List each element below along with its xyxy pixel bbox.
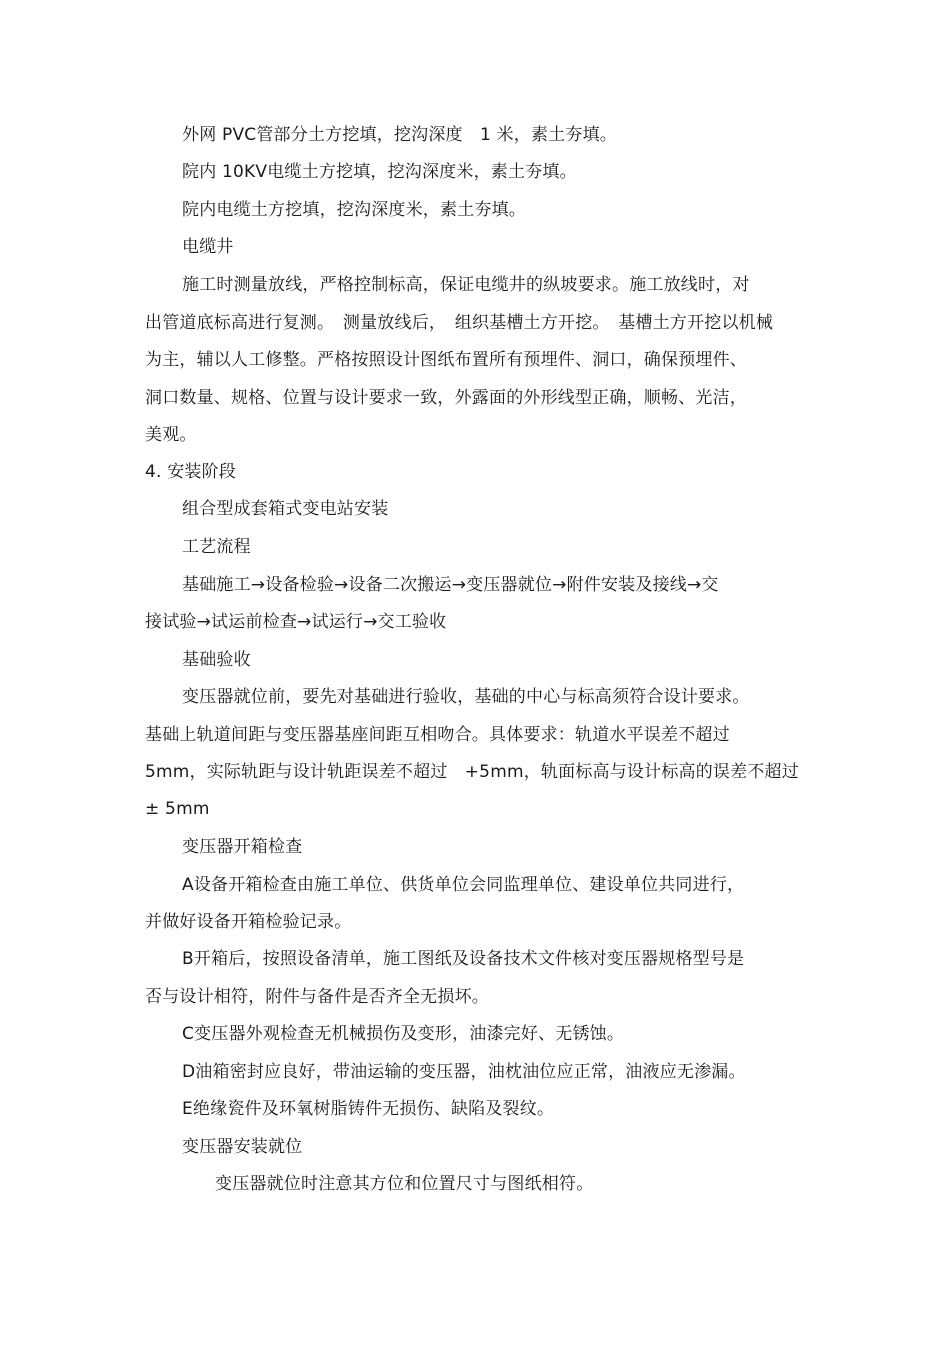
paragraph-line: 施工时测量放线，严格控制标高，保证电缆井的纵坡要求。施工放线时，对 [182,275,750,295]
section-heading: 电缆井 [182,237,234,257]
section-heading: 变压器开箱检查 [182,837,303,857]
paragraph-line: 5mm，实际轨距与设计轨距误差不超过 +5mm，轨面标高与设计标高的误差不超过 [145,762,799,782]
paragraph-line: 基础上轨道间距与变压器基座间距互相吻合。具体要求：轨道水平误差不超过 [145,725,730,745]
paragraph-line: 为主，辅以人工修整。严格按照设计图纸布置所有预埋件、洞口，确保预埋件、 [145,350,747,370]
paragraph-line: A设备开箱检查由施工单位、供货单位会同监理单位、建设单位共同进行， [182,875,745,895]
paragraph-line: B开箱后，按照设备清单，施工图纸及设备技术文件核对变压器规格型号是 [182,949,745,969]
paragraph-line: E绝缘瓷件及环氧树脂铸件无损伤、缺陷及裂纹。 [182,1099,555,1119]
paragraph-line: 变压器就位时注意其方位和位置尺寸与图纸相符。 [215,1174,594,1194]
paragraph-line: 美观。 [145,425,197,445]
section-heading: 组合型成套箱式变电站安装 [182,499,389,519]
paragraph-line: 院内 10KV电缆土方挖填，挖沟深度米，素土夯填。 [182,162,577,182]
section-heading: 变压器安装就位 [182,1137,303,1157]
paragraph-line: 基础施工→设备检验→设备二次搬运→变压器就位→附件安装及接线→交 [182,575,719,595]
paragraph-line: C变压器外观检查无机械损伤及变形，油漆完好、无锈蚀。 [182,1024,625,1044]
section-heading: 4. 安装阶段 [145,462,237,482]
paragraph-line: 否与设计相符，附件与备件是否齐全无损坏。 [145,987,489,1007]
paragraph-line: 出管道底标高进行复测。 测量放线后， 组织基槽土方开挖。 基槽土方开挖以机械 [145,313,774,333]
section-heading: 基础验收 [182,650,251,670]
paragraph-line: 接试验→试运前检查→试运行→交工验收 [145,612,447,632]
paragraph-line: D油箱密封应良好，带油运输的变压器，油枕油位应正常，油液应无渗漏。 [182,1062,746,1082]
paragraph-line: 并做好设备开箱检验记录。 [145,912,352,932]
paragraph-line: 外网 PVC管部分土方挖填，挖沟深度 1 米，素土夯填。 [182,125,617,145]
section-heading: 工艺流程 [182,537,251,557]
paragraph-line: 变压器就位前，要先对基础进行验收，基础的中心与标高须符合设计要求。 [182,687,750,707]
paragraph-line: 院内电缆土方挖填，挖沟深度米，素土夯填。 [182,200,526,220]
paragraph-line: ± 5mm [145,799,210,819]
paragraph-line: 洞口数量、规格、位置与设计要求一致，外露面的外形线型正确，顺畅、光洁， [145,388,747,408]
